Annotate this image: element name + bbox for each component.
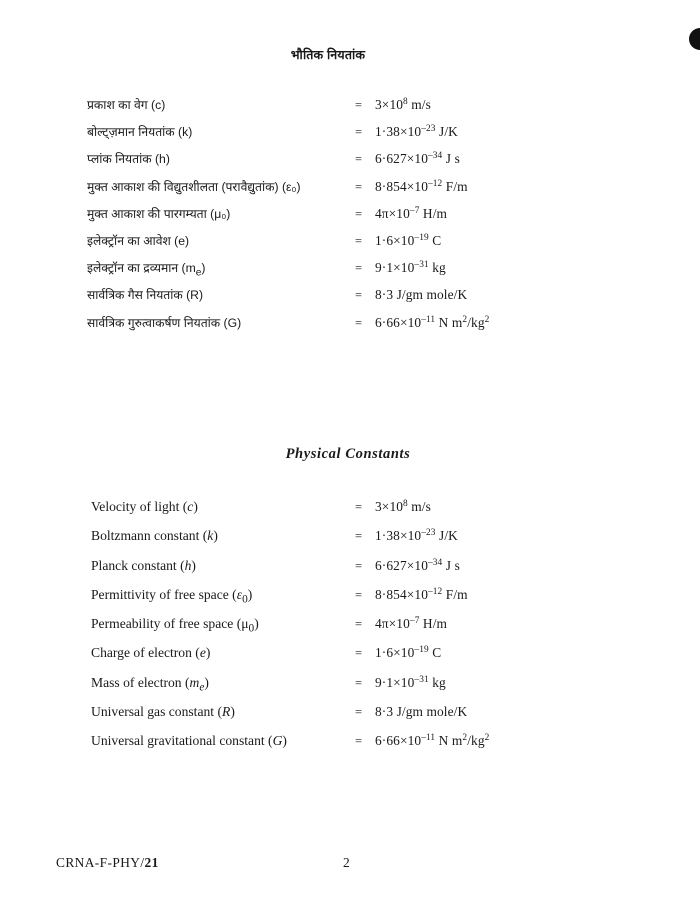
constant-value: $9\cdot 1\times 10^{-31}$ kg xyxy=(375,260,446,276)
constant-value: $6\cdot 627\times 10^{-34}$ J s xyxy=(375,151,460,167)
constant-value: $3\times 10^8$ m/s xyxy=(375,97,431,112)
table-row xyxy=(87,150,489,177)
equals-sign: = xyxy=(355,206,363,221)
equals-sign: = xyxy=(355,705,363,720)
constants-table-hindi xyxy=(87,96,489,341)
footer-paper-code xyxy=(56,855,159,871)
page-footer xyxy=(0,855,700,877)
table-row xyxy=(91,499,489,528)
table-row xyxy=(91,558,489,587)
equals-sign: = xyxy=(355,233,363,248)
constant-label: Velocity of light (c) xyxy=(91,499,198,514)
equals-sign: = xyxy=(355,152,363,167)
constant-value: $6\cdot 66\times 10^{-11}$ N $m^2/kg^2$ xyxy=(375,733,490,749)
constant-label: सार्वत्रिक गैस नियतांक (R) xyxy=(87,288,204,303)
constant-label: मुक्त आकाश की पारगम्यता (μ₀) xyxy=(87,206,231,221)
table-row xyxy=(91,733,489,762)
constant-label: Boltzmann constant (k) xyxy=(91,528,218,544)
constant-value: $1\cdot 38\times 10^{-23}$ J/K xyxy=(375,124,458,140)
table-row xyxy=(87,286,489,313)
table-row xyxy=(91,616,489,645)
table-row xyxy=(91,587,489,616)
constant-value: $8\cdot 854\times 10^{-12}$ F/m xyxy=(375,586,468,602)
constant-value: 8·3 J/gm mole/K xyxy=(375,704,468,720)
constant-value: $6\cdot 627\times 10^{-34}$ J s xyxy=(375,557,460,573)
equals-sign: = xyxy=(355,529,363,544)
constant-value: $9\cdot 1\times 10^{-31}$ kg xyxy=(375,674,446,690)
constant-value: $6\cdot 66\times 10^{-11}$ N $m^2/kg^2$ xyxy=(375,314,490,330)
equals-sign: = xyxy=(355,617,363,632)
table-row xyxy=(91,645,489,674)
table-row xyxy=(91,675,489,704)
section-title-hindi: भौतिक नियतांक xyxy=(290,48,366,62)
table-row xyxy=(87,123,489,150)
constant-label: Permittivity of free space $(\varepsilon_0)$ xyxy=(91,586,253,606)
constant-value: $3\times 10^8$ m/s xyxy=(375,499,431,514)
table-row xyxy=(91,704,489,733)
constant-value: $1\cdot 6\times 10^{-19}$ C xyxy=(375,232,442,248)
table-row xyxy=(91,528,489,557)
equals-sign: = xyxy=(355,125,363,140)
equals-sign: = xyxy=(355,98,363,112)
equals-sign: = xyxy=(355,646,363,661)
footer-code-suffix: 21 xyxy=(144,855,159,870)
constant-label: इलेक्ट्रॉन का आवेश (e) xyxy=(87,233,190,248)
constant-label: Planck constant (h) xyxy=(91,557,196,573)
equals-sign: = xyxy=(355,179,363,194)
table-row xyxy=(87,205,489,232)
table-row xyxy=(87,178,489,205)
equals-sign: = xyxy=(355,261,363,276)
equals-sign: = xyxy=(355,558,363,573)
constant-value: $8\cdot 854\times 10^{-12}$ F/m xyxy=(375,178,468,194)
constant-value: $4\pi\times 10^{-7}$ H/m xyxy=(375,205,448,221)
section-physical-constants-hindi xyxy=(0,46,700,341)
section-physical-constants-english xyxy=(0,446,700,763)
table-row xyxy=(87,232,489,259)
constant-value: $1\cdot 6\times 10^{-19}$ C xyxy=(375,645,442,661)
constant-label: सार्वत्रिक गुरुत्वाकर्षण नियतांक (G) xyxy=(87,315,242,330)
footer-page-number: 2 xyxy=(343,855,350,870)
table-row xyxy=(87,96,489,123)
constant-value: 8·3 J/gm mole/K xyxy=(375,287,468,303)
constant-label: इलेक्ट्रॉन का द्रव्यमान $(m_e)$ xyxy=(87,261,206,279)
equals-sign: = xyxy=(355,675,363,690)
constant-label: Permeability of free space $(\mu_0)$ xyxy=(91,616,259,635)
constants-table-hindi-body xyxy=(87,96,489,341)
constant-value: $4\pi\times 10^{-7}$ H/m xyxy=(375,616,448,632)
constants-table-english xyxy=(91,499,489,763)
constant-label: बोल्ट्ज़मान नियतांक (k) xyxy=(87,125,193,140)
footer-code-prefix: CRNA-F-PHY/ xyxy=(56,855,145,870)
constant-label: प्रकाश का वेग (c) xyxy=(87,98,166,112)
equals-sign: = xyxy=(355,734,363,749)
constant-label: मुक्त आकाश की विद्युतशीलता (परावैद्युतांक) (ε₀) xyxy=(87,179,301,194)
table-row xyxy=(87,314,489,341)
constants-table-english-body xyxy=(91,499,489,763)
constant-label: Universal gas constant (R) xyxy=(91,704,235,720)
section-title-english: Physical Constants xyxy=(285,446,411,462)
equals-sign: = xyxy=(355,288,363,303)
equals-sign: = xyxy=(355,587,363,602)
equals-sign: = xyxy=(355,315,363,330)
constant-label: Charge of electron (e) xyxy=(91,645,211,661)
constant-label: Mass of electron $(m_e)$ xyxy=(91,674,209,694)
table-row xyxy=(87,259,489,286)
constant-label: प्लांक नियतांक (h) xyxy=(87,152,170,167)
constant-label: Universal gravitational constant (G) xyxy=(91,733,287,749)
equals-sign: = xyxy=(355,500,363,514)
constant-value: $1\cdot 38\times 10^{-23}$ J/K xyxy=(375,528,458,544)
